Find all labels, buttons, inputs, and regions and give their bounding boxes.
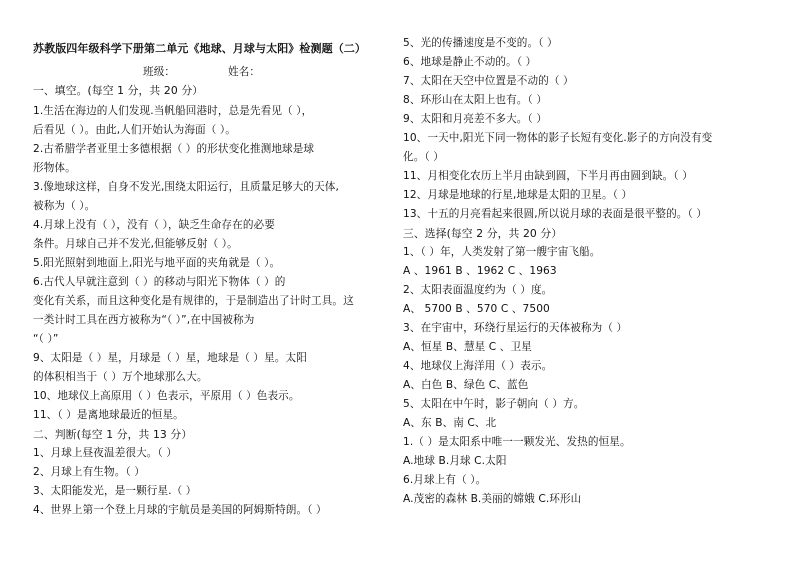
text-line: 被称为（ ）。 [33, 200, 96, 212]
text-line: 6、地球是静止不动的。（ ） [403, 56, 537, 68]
text-line: 11、（ ）是离地球最近的恒星。 [33, 409, 184, 421]
text-line: 变化有关系，而且这种变化是有规律的，于是制造出了计时工具。这 [33, 295, 354, 307]
name-field-label: 姓名： [228, 66, 261, 78]
text-line: 10、一天中,阳光下同一物体的影子长短有变化.影子的方向没有变 [403, 132, 713, 144]
text-line: 8、环形山在太阳上也有。（ ） [403, 94, 548, 106]
text-line: 1、（ ）年，人类发射了第一艘宇宙飞船。 [403, 246, 601, 258]
text-line: 2、月球上有生物。（ ） [33, 466, 145, 478]
option-line: A、 5700 B 、570 C 、7500 [403, 303, 550, 315]
text-line: 9、太阳是（ ）星，月球是（ ）星，地球是（ ）星。太阳 [33, 352, 307, 364]
text-line: 化。（ ） [403, 151, 444, 163]
section-fill-blank-heading: 一、填空。(每空 1 分，共 20 分） [33, 84, 204, 97]
option-line: A、东 B、南 C、北 [403, 417, 497, 429]
text-line: 7、太阳在天空中位置是不动的（ ） [403, 75, 574, 87]
text-line: 11、月相变化农历上半月由缺到圆，下半月再由圆到缺。（ ） [403, 170, 693, 182]
text-line: 4、世界上第一个登上月球的宇航员是美国的阿姆斯特朗。（ ） [33, 504, 327, 516]
option-line: A 、1961 B 、1962 C 、1963 [403, 265, 557, 277]
text-line: 一类计时工具在西方被称为“（ ）”,在中国被称为 [33, 314, 255, 326]
page-title: 苏教版四年级科学下册第二单元《地球、月球与太阳》检测题（二） [33, 42, 366, 55]
text-line: 6.月球上有（ ）。 [403, 474, 487, 486]
text-line: 1.生活在海边的人们发现.当帆船回港时，总是先看见（ ）， [33, 105, 313, 117]
text-line: 3、太阳能发光，是一颗行星.（ ） [33, 485, 197, 497]
text-line: 3.像地球这样，自身不发光,围绕太阳运行，且质量足够大的天体, [33, 181, 339, 193]
text-line: 4、地球仪上海洋用（ ）表示。 [403, 360, 553, 372]
text-line: 1.（ ）是太阳系中唯一一颗发光、发热的恒星。 [403, 436, 631, 448]
class-field-label: 班级： [143, 66, 176, 78]
text-line: 4.月球上没有（ ），没有（ ），缺乏生命存在的必要 [33, 219, 275, 231]
text-line: 后看见（ ）。由此,人们开始认为海面（ ）。 [33, 124, 236, 136]
option-line: A.茂密的森林 B.美丽的嫦娥 C.环形山 [403, 493, 582, 505]
text-line: 9、太阳和月亮差不多大。（ ） [403, 113, 548, 125]
text-line: 1、月球上昼夜温差很大。（ ） [33, 447, 178, 459]
text-line: 13、十五的月亮看起来很圆,所以说月球的表面是很平整的。（ ） [403, 208, 708, 220]
option-line: A、白色 B、绿色 C、蓝色 [403, 379, 529, 391]
text-line: 3、在宇宙中，环绕行星运行的天体被称为（ ） [403, 322, 628, 334]
text-line: 12、月球是地球的行星,地球是太阳的卫星。（ ） [403, 189, 633, 201]
option-line: A、恒星 B、慧星 C 、卫星 [403, 341, 532, 353]
section-true-false-heading: 二、判断(每空 1 分，共 13 分） [33, 428, 193, 441]
text-line: 5、光的传播速度是不变的。（ ） [403, 37, 558, 49]
text-line: 5、太阳在中午时，影子朝向（ ）方。 [403, 398, 585, 410]
text-line: 2.古希腊学者亚里士多德根据（ ）的形状变化推测地球是球 [33, 143, 315, 155]
text-line: 10、地球仪上高原用（ ）色表示，平原用（ ）色表示。 [33, 390, 300, 402]
text-line: “（ ）” [33, 333, 59, 345]
text-line: 形物体。 [33, 162, 76, 174]
option-line: A.地球 B.月球 C.太阳 [403, 455, 507, 467]
text-line: 5.阳光照射到地面上,阳光与地平面的夹角就是（ ）。 [33, 257, 281, 269]
text-line: 2、太阳表面温度约为（ ）度。 [403, 284, 553, 296]
section-choice-heading: 三、选择(每空 2 分，共 20 分） [403, 227, 563, 240]
text-line: 的体积相当于（ ）万个地球那么大。 [33, 371, 208, 383]
text-line: 条件。月球自己并不发光,但能够反射（ ）。 [33, 238, 238, 250]
text-line: 6.古代人早就注意到（ ）的移动与阳光下物体（ ）的 [33, 276, 286, 288]
